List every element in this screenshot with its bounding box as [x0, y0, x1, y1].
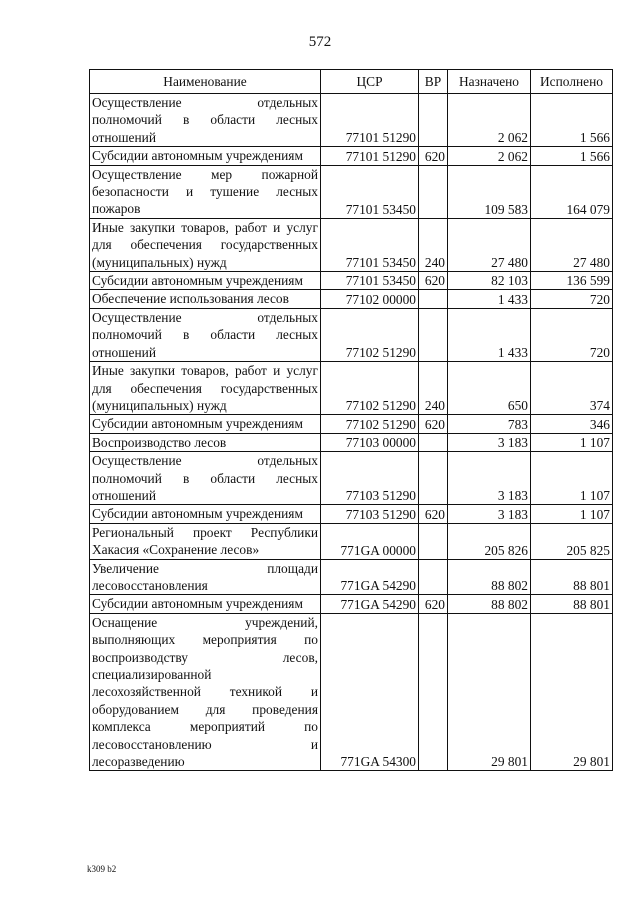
table-row — [90, 613, 613, 771]
row-executed: 720 — [531, 308, 613, 361]
table-row — [90, 165, 613, 218]
row-assigned: 783 — [448, 415, 531, 433]
row-vr — [419, 433, 448, 451]
row-executed: 1 566 — [531, 147, 613, 165]
page-number: 572 — [308, 34, 332, 50]
row-csr: 77102 51290 — [321, 308, 419, 361]
row-csr: 77102 00000 — [321, 290, 419, 308]
row-name: Оснащение учреждений, выполняющих мероприятия по воспроизводству лесов, специализированной лесохозяйственной техникой и оборудованием для проведения комплекса мероприятий по лесовосстановлению и лесоразведению — [90, 613, 321, 771]
row-csr: 77101 51290 — [321, 147, 419, 165]
row-csr: 771GA 54290 — [321, 559, 419, 595]
row-name: Субсидии автономным учреждениям — [90, 147, 321, 165]
budget-table — [89, 69, 613, 771]
row-csr: 771GA 00000 — [321, 523, 419, 559]
table-header-row — [90, 70, 613, 94]
row-executed: 1 107 — [531, 452, 613, 505]
row-name: Обеспечение использования лесов — [90, 290, 321, 308]
row-csr: 77102 51290 — [321, 362, 419, 415]
row-vr: 620 — [419, 272, 448, 290]
row-executed: 374 — [531, 362, 613, 415]
row-vr — [419, 165, 448, 218]
row-executed: 164 079 — [531, 165, 613, 218]
row-executed: 1 566 — [531, 94, 613, 147]
row-csr: 77102 51290 — [321, 415, 419, 433]
row-name: Осуществление отдельных полномочий в области лесных отношений — [90, 452, 321, 505]
row-csr: 77101 53450 — [321, 218, 419, 271]
row-name: Иные закупки товаров, работ и услуг для обеспечения государственных (муниципальных) нужд — [90, 218, 321, 271]
row-vr — [419, 559, 448, 595]
row-assigned: 3 183 — [448, 505, 531, 523]
row-name: Иные закупки товаров, работ и услуг для обеспечения государственных (муниципальных) нужд — [90, 362, 321, 415]
row-csr: 77101 51290 — [321, 94, 419, 147]
row-executed: 136 599 — [531, 272, 613, 290]
table-row — [90, 218, 613, 271]
row-name: Субсидии автономным учреждениям — [90, 505, 321, 523]
row-assigned: 29 801 — [448, 613, 531, 771]
row-assigned: 3 183 — [448, 452, 531, 505]
row-csr: 771GA 54300 — [321, 613, 419, 771]
row-assigned: 88 802 — [448, 595, 531, 613]
table-row — [90, 559, 613, 595]
row-vr: 620 — [419, 415, 448, 433]
row-vr: 620 — [419, 505, 448, 523]
table-row — [90, 147, 613, 165]
row-executed: 88 801 — [531, 595, 613, 613]
table-row — [90, 505, 613, 523]
row-name: Региональный проект Республики Хакасия «Сохранение лесов» — [90, 523, 321, 559]
row-vr: 240 — [419, 362, 448, 415]
header-executed: Исполнено — [531, 70, 613, 94]
row-name: Субсидии автономным учреждениям — [90, 595, 321, 613]
table-row — [90, 415, 613, 433]
row-name: Осуществление отдельных полномочий в области лесных отношений — [90, 308, 321, 361]
row-executed: 720 — [531, 290, 613, 308]
row-assigned: 2 062 — [448, 147, 531, 165]
row-csr: 771GA 54290 — [321, 595, 419, 613]
row-assigned: 27 480 — [448, 218, 531, 271]
table-row — [90, 94, 613, 147]
row-vr: 620 — [419, 147, 448, 165]
row-name: Воспроизводство лесов — [90, 433, 321, 451]
row-executed: 205 825 — [531, 523, 613, 559]
row-assigned: 3 183 — [448, 433, 531, 451]
row-name: Осуществление мер пожарной безопасности и тушение лесных пожаров — [90, 165, 321, 218]
row-executed: 88 801 — [531, 559, 613, 595]
row-assigned: 109 583 — [448, 165, 531, 218]
row-csr: 77103 51290 — [321, 505, 419, 523]
row-assigned: 82 103 — [448, 272, 531, 290]
row-assigned: 1 433 — [448, 290, 531, 308]
row-csr: 77103 00000 — [321, 433, 419, 451]
row-vr — [419, 94, 448, 147]
row-executed: 29 801 — [531, 613, 613, 771]
header-vr: ВР — [419, 70, 448, 94]
table-row — [90, 272, 613, 290]
header-csr: ЦСР — [321, 70, 419, 94]
row-csr: 77101 53450 — [321, 272, 419, 290]
row-name: Субсидии автономным учреждениям — [90, 415, 321, 433]
header-name: Наименование — [90, 70, 321, 94]
table-row — [90, 362, 613, 415]
row-executed: 346 — [531, 415, 613, 433]
row-vr — [419, 523, 448, 559]
table-row — [90, 433, 613, 451]
row-assigned: 2 062 — [448, 94, 531, 147]
row-csr: 77101 53450 — [321, 165, 419, 218]
row-assigned: 1 433 — [448, 308, 531, 361]
row-name: Увеличение площади лесовосстановления — [90, 559, 321, 595]
table-row — [90, 452, 613, 505]
row-name: Осуществление отдельных полномочий в области лесных отношений — [90, 94, 321, 147]
row-executed: 1 107 — [531, 505, 613, 523]
table-row — [90, 595, 613, 613]
row-vr — [419, 308, 448, 361]
table-row — [90, 308, 613, 361]
row-vr — [419, 452, 448, 505]
row-assigned: 650 — [448, 362, 531, 415]
row-assigned: 88 802 — [448, 559, 531, 595]
row-vr — [419, 290, 448, 308]
header-assigned: Назначено — [448, 70, 531, 94]
row-vr: 620 — [419, 595, 448, 613]
row-executed: 27 480 — [531, 218, 613, 271]
table-row — [90, 290, 613, 308]
row-executed: 1 107 — [531, 433, 613, 451]
row-name: Субсидии автономным учреждениям — [90, 272, 321, 290]
row-assigned: 205 826 — [448, 523, 531, 559]
row-vr: 240 — [419, 218, 448, 271]
row-csr: 77103 51290 — [321, 452, 419, 505]
footer-code: k309 b2 — [87, 864, 117, 874]
table-row — [90, 523, 613, 559]
row-vr — [419, 613, 448, 771]
